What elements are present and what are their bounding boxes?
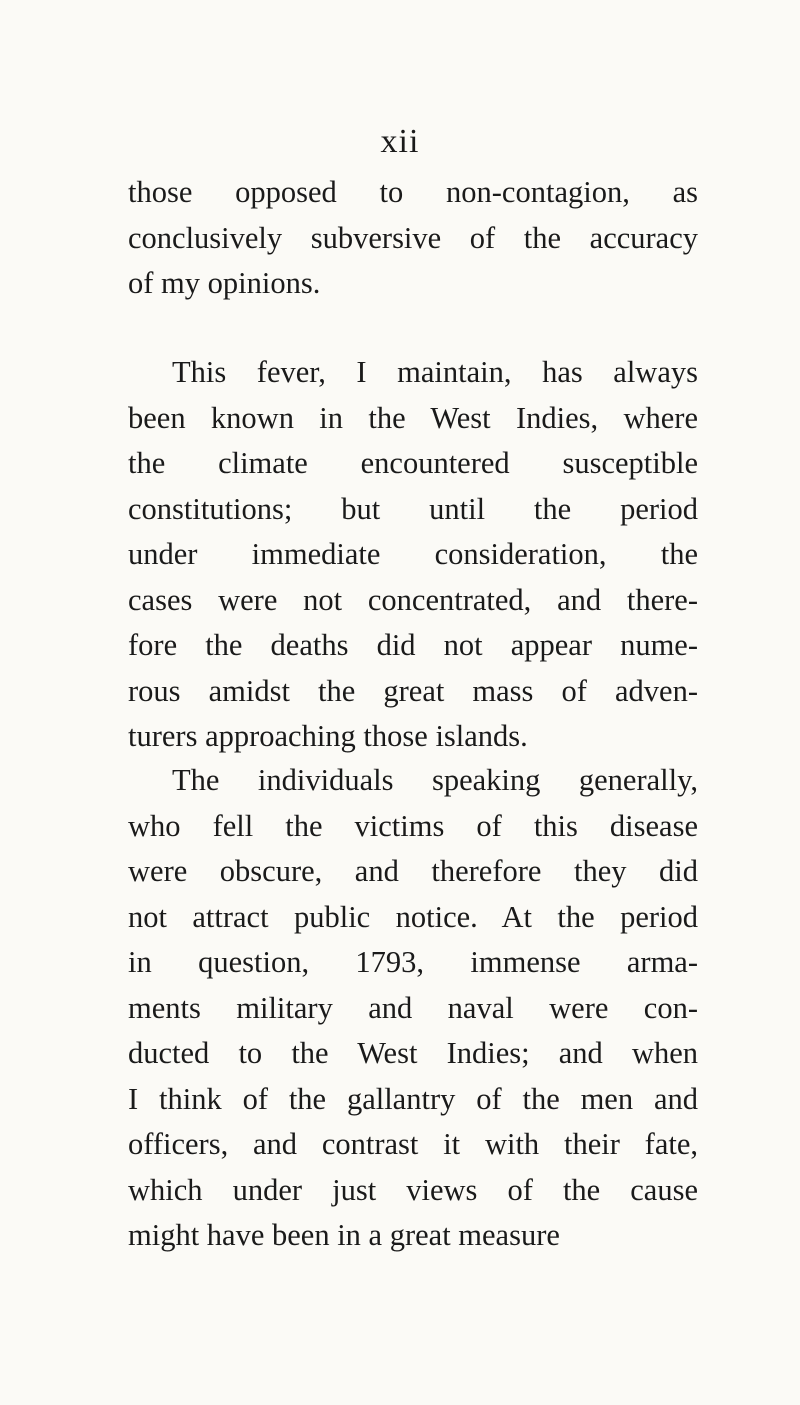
paragraph-2: [128, 350, 698, 760]
paragraph-1: [128, 170, 698, 307]
text-line: turers approaching those islands.: [128, 719, 528, 753]
text-line: who fell the victims of this disease: [128, 808, 698, 843]
text-line: not attract public notice. At the period: [128, 899, 698, 934]
text-line: of my opinions.: [128, 266, 321, 300]
paragraph-3: [128, 758, 698, 1259]
text-line: ments military and naval were con-: [128, 990, 698, 1025]
text-line: in question, 1793, immense arma-: [128, 945, 698, 979]
text-line: This fever, I maintain, has always: [172, 355, 698, 389]
text-line: which under just views of the cause: [128, 1172, 698, 1207]
text-line: constitutions; but until the period: [128, 491, 698, 526]
text-line: conclusively subversive of the accuracy: [128, 220, 698, 255]
text-line: those opposed to non-contagion, as: [128, 175, 698, 209]
text-line: cases were not concentrated, and there-: [128, 582, 698, 617]
text-line: rous amidst the great mass of adven-: [128, 673, 698, 708]
text-line: ducted to the West Indies; and when: [128, 1036, 698, 1070]
text-line: under immediate consideration, the: [128, 537, 698, 571]
text-line: officers, and contrast it with their fate,: [128, 1127, 698, 1161]
text-line: been known in the West Indies, where: [128, 400, 698, 435]
text-line: were obscure, and therefore they did: [128, 854, 698, 888]
text-line: might have been in a great measure: [128, 1218, 560, 1252]
text-line: I think of the gallantry of the men and: [128, 1081, 698, 1116]
page-number: xii: [380, 123, 420, 160]
text-line: the climate encountered susceptible: [128, 446, 698, 480]
text-line: fore the deaths did not appear nume-: [128, 628, 698, 662]
text-line: The individuals speaking generally,: [172, 763, 698, 797]
